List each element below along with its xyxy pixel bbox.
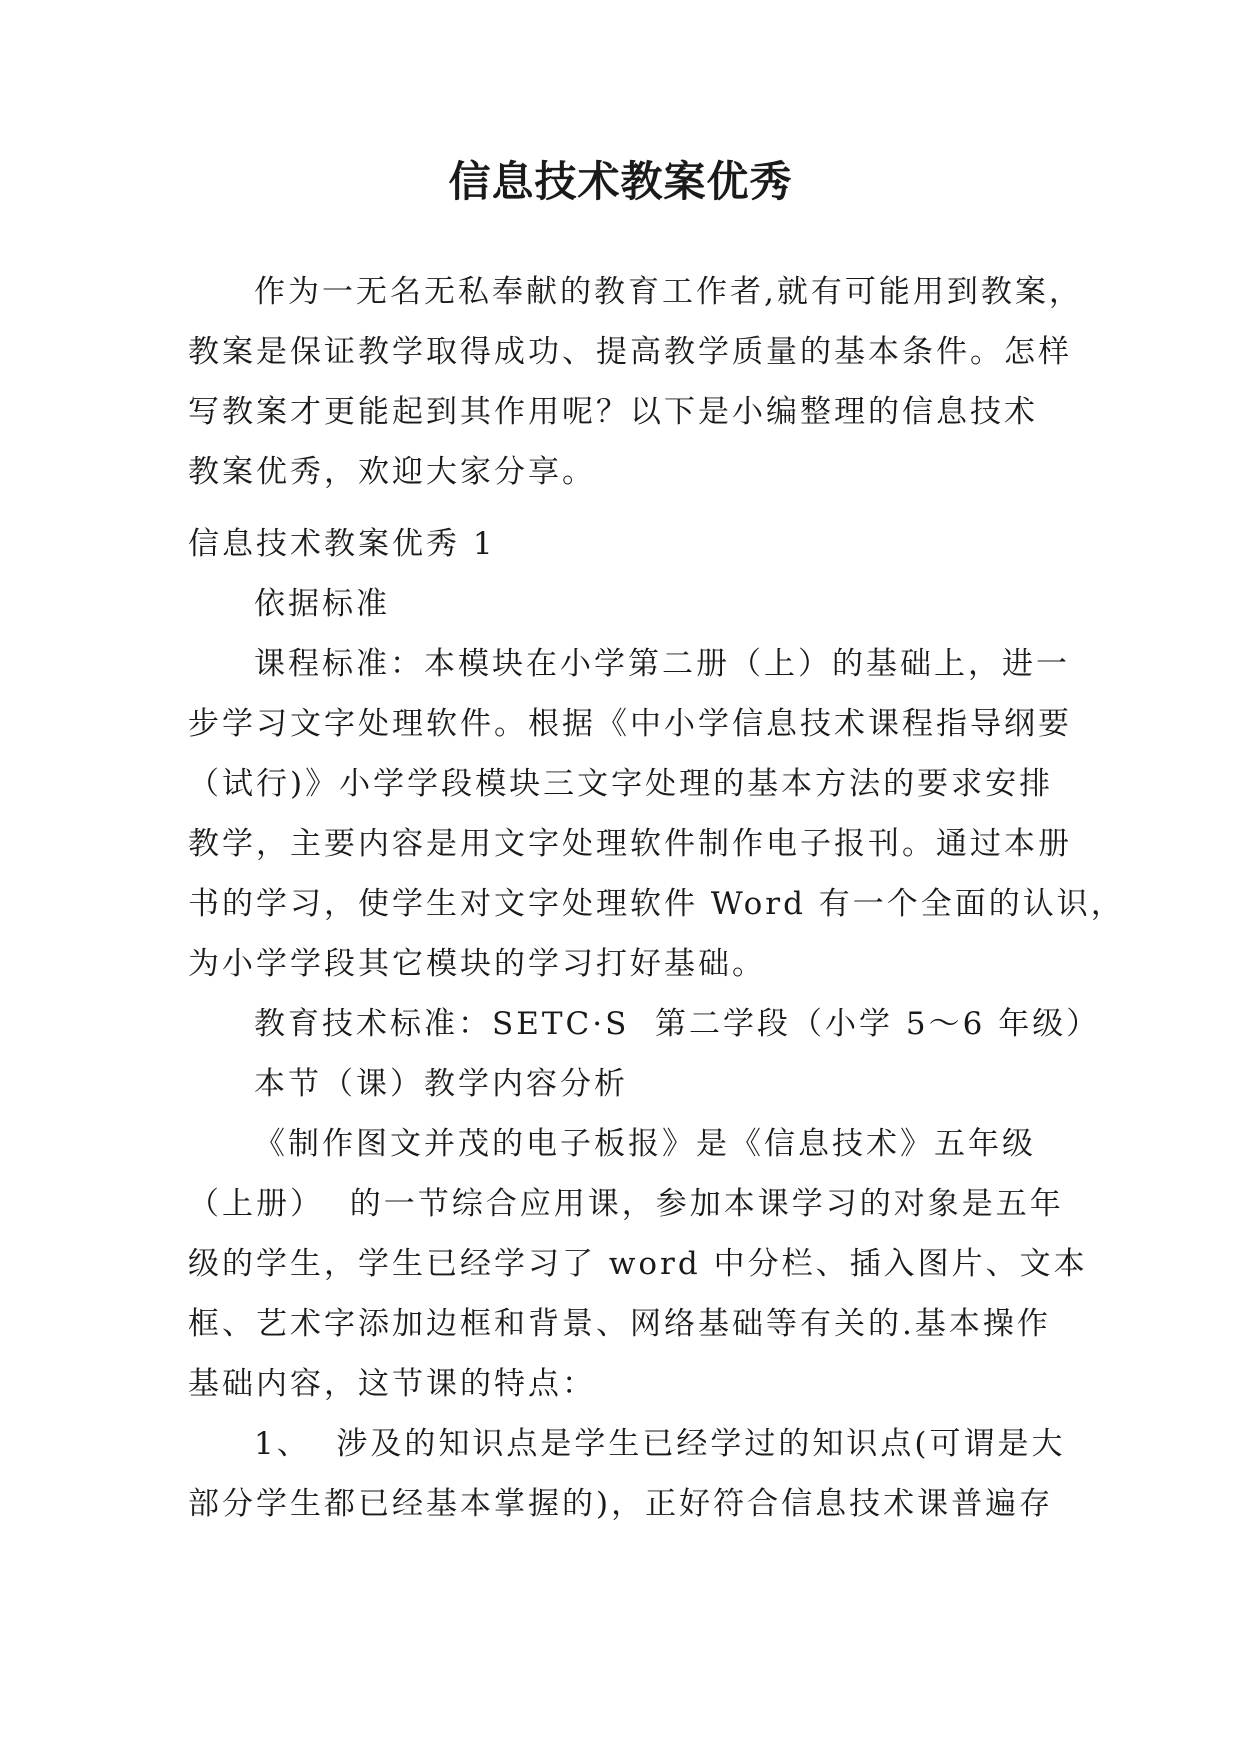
curriculum-line: （试行)》小学学段模块三文字处理的基本方法的要求安排 — [188, 766, 1054, 802]
intro-line: 作为一无名无私奉献的教育工作者,就有可能用到教案， — [254, 274, 1083, 310]
point-line: 部分学生都已经基本掌握的)，正好符合信息技术课普遍存 — [188, 1486, 1054, 1522]
intro-line: 教案是保证教学取得成功、提高教学质量的基本条件。怎样 — [188, 334, 1072, 370]
curriculum-line: 步学习文字处理软件。根据《中小学信息技术课程指导纲要 — [188, 706, 1072, 742]
subheading-standard: 依据标准 — [254, 586, 390, 622]
analysis-line: 级的学生，学生已经学习了 word 中分栏、插入图片、文本 — [188, 1246, 1088, 1282]
intro-paragraph — [188, 262, 1083, 502]
tech-standard: 教育技术标准：SETC·S 第二学段（小学 5～6 年级） — [254, 1006, 1101, 1042]
intro-line: 写教案才更能起到其作用呢？以下是小编整理的信息技术 — [188, 394, 1038, 430]
curriculum-line: 教学，主要内容是用文字处理软件制作电子报刊。通过本册 — [188, 826, 1072, 862]
curriculum-line: 书的学习，使学生对文字处理软件 Word 有一个全面的认识， — [188, 886, 1125, 922]
analysis-line: （上册） 的一节综合应用课，参加本课学习的对象是五年 — [188, 1186, 1064, 1222]
analysis-line: 框、艺术字添加边框和背景、网络基础等有关的.基本操作 — [188, 1306, 1051, 1342]
section-body — [188, 514, 1125, 1534]
analysis-line: 《制作图文并茂的电子板报》是《信息技术》五年级 — [254, 1126, 1036, 1162]
section-heading: 信息技术教案优秀 1 — [188, 526, 496, 562]
subheading-analysis: 本节（课）教学内容分析 — [254, 1066, 628, 1102]
point-line: 1、 涉及的知识点是学生已经学过的知识点(可谓是大 — [254, 1426, 1066, 1462]
document-title: 信息技术教案优秀 — [448, 157, 793, 206]
curriculum-line: 为小学学段其它模块的学习打好基础。 — [188, 946, 766, 982]
curriculum-line: 课程标准：本模块在小学第二册（上）的基础上，进一 — [254, 646, 1070, 682]
intro-line: 教案优秀，欢迎大家分享。 — [188, 454, 596, 490]
analysis-line: 基础内容，这节课的特点： — [188, 1366, 596, 1402]
